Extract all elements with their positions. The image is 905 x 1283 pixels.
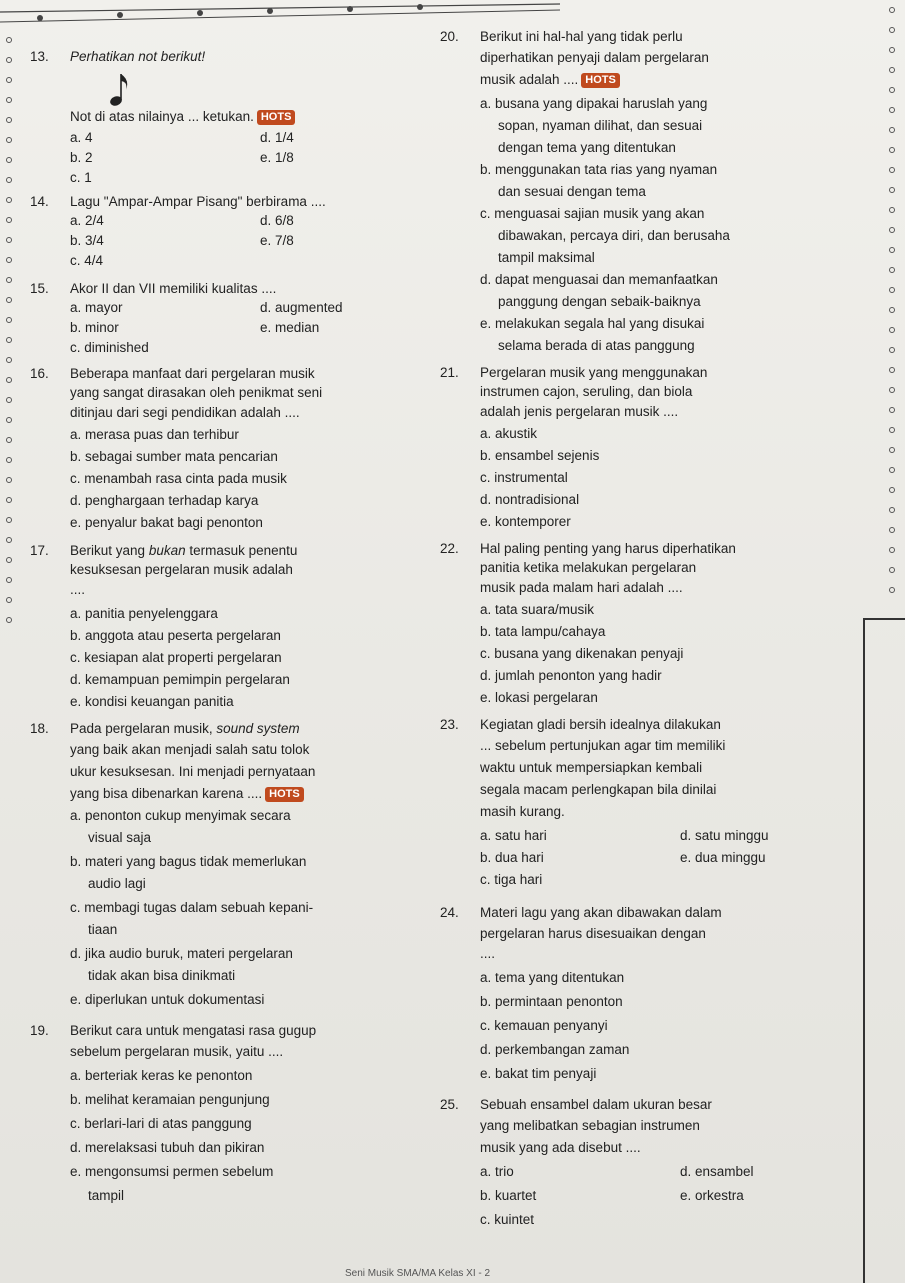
option-e[interactable]: e. melakukan segala hal yang disukai xyxy=(480,316,705,331)
question-text-line: ... sebelum pertunjukan agar tim memiliki xyxy=(480,738,726,753)
question-number: 25. xyxy=(440,1097,459,1112)
question-text: Sebuah ensambel dalam ukuran besar xyxy=(480,1097,712,1112)
option-e[interactable]: e. dua minggu xyxy=(680,850,766,865)
option-e[interactable]: e. bakat tim penyaji xyxy=(480,1066,597,1081)
option-a-cont[interactable]: sopan, nyaman dilihat, dan sesuai xyxy=(498,118,703,133)
option-b[interactable]: b. anggota atau peserta pergelaran xyxy=(70,628,281,643)
question-text-line: sebelum pergelaran musik, yaitu .... xyxy=(70,1044,284,1059)
option-d[interactable]: d. 6/8 xyxy=(260,213,294,228)
question-text-line: ukur kesuksesan. Ini menjadi pernyataan xyxy=(70,764,316,779)
question-number: 15. xyxy=(30,281,49,296)
option-b[interactable]: b. ensambel sejenis xyxy=(480,448,600,463)
page-footer: Seni Musik SMA/MA Kelas XI - 2 xyxy=(345,1268,491,1279)
option-d[interactable]: d. perkembangan zaman xyxy=(480,1042,630,1057)
option-e[interactable]: e. kondisi keuangan panitia xyxy=(70,694,234,709)
option-c[interactable]: c. menambah rasa cinta pada musik xyxy=(70,471,287,486)
option-b-cont[interactable]: audio lagi xyxy=(88,876,146,891)
option-c[interactable]: c. 1 xyxy=(70,170,92,185)
question-text-line: pergelaran harus disesuaikan dengan xyxy=(480,926,706,941)
option-b[interactable]: b. minor xyxy=(70,320,119,335)
option-e[interactable]: e. 1/8 xyxy=(260,150,294,165)
option-e[interactable]: e. median xyxy=(260,320,320,335)
option-b[interactable]: b. 3/4 xyxy=(70,233,104,248)
question-text-line: yang bisa dibenarkan karena .... xyxy=(70,786,263,801)
question-number: 16. xyxy=(30,366,49,381)
question-text-line: adalah jenis pergelaran musik .... xyxy=(480,404,679,419)
hots-badge: HOTS xyxy=(257,110,296,125)
question-number: 18. xyxy=(30,721,49,736)
question-number: 21. xyxy=(440,365,459,380)
question-text: Lagu "Ampar-Ampar Pisang" berbirama .... xyxy=(70,194,326,209)
option-c[interactable]: c. 4/4 xyxy=(70,253,104,268)
option-b[interactable]: b. 2 xyxy=(70,150,93,165)
option-a[interactable]: a. trio xyxy=(480,1164,514,1179)
option-b[interactable]: b. materi yang bagus tidak memerlukan xyxy=(70,854,307,869)
question-text-line: .... xyxy=(70,582,86,597)
option-d[interactable]: d. nontradisional xyxy=(480,492,580,507)
question-text-line: panitia ketika melakukan pergelaran xyxy=(480,560,697,575)
option-d[interactable]: d. satu minggu xyxy=(680,828,769,843)
option-a[interactable]: a. 2/4 xyxy=(70,213,104,228)
option-e[interactable]: e. kontemporer xyxy=(480,514,571,529)
option-c[interactable]: c. kesiapan alat properti pergelaran xyxy=(70,650,282,665)
option-a[interactable]: a. satu hari xyxy=(480,828,547,843)
question-text: Pada pergelaran musik, xyxy=(70,721,213,736)
question-text-line: musik yang ada disebut .... xyxy=(480,1140,641,1155)
option-c[interactable]: c. diminished xyxy=(70,340,149,355)
option-a[interactable]: a. berteriak keras ke penonton xyxy=(70,1068,253,1083)
question-number: 22. xyxy=(440,541,459,556)
question-text-line: yang melibatkan sebagian instrumen xyxy=(480,1118,700,1133)
question-text: Berikut ini hal-hal yang tidak perlu xyxy=(480,29,683,44)
option-c[interactable]: c. menguasai sajian musik yang akan xyxy=(480,206,705,221)
question-text: Beberapa manfaat dari pergelaran musik xyxy=(70,366,315,381)
question-number: 13. xyxy=(30,49,49,64)
question-emphasis: bukan xyxy=(148,543,186,558)
option-a-cont[interactable]: dengan tema yang ditentukan xyxy=(498,140,676,155)
question-text: Not di atas nilainya ... ketukan. xyxy=(70,109,254,124)
option-b-cont[interactable]: dan sesuai dengan tema xyxy=(498,184,646,199)
option-b[interactable]: b. dua hari xyxy=(480,850,544,865)
option-e[interactable]: e. diperlukan untuk dokumentasi xyxy=(70,992,265,1007)
question-text: Perhatikan not berikut! xyxy=(70,49,206,64)
eighth-note-icon xyxy=(110,72,132,108)
option-a[interactable]: a. akustik xyxy=(480,426,538,441)
question-number: 14. xyxy=(30,194,49,209)
question-text-line: yang baik akan menjadi salah satu tolok xyxy=(70,742,310,757)
question-text-line: waktu untuk mempersiapkan kembali xyxy=(480,760,703,775)
question-number: 17. xyxy=(30,543,49,558)
option-c-cont[interactable]: dibawakan, percaya diri, dan berusaha xyxy=(498,228,730,243)
option-d[interactable]: d. merelaksasi tubuh dan pikiran xyxy=(70,1140,265,1155)
option-a[interactable]: a. 4 xyxy=(70,130,93,145)
option-c[interactable]: c. berlari-lari di atas panggung xyxy=(70,1116,252,1131)
option-a[interactable]: a. panitia penyelenggara xyxy=(70,606,218,621)
question-13-prompt xyxy=(70,108,295,126)
question-text-line: musik adalah .... xyxy=(480,72,579,87)
question-emphasis: sound system xyxy=(216,721,300,736)
option-d[interactable]: d. jika audio buruk, materi pergelaran xyxy=(70,946,293,961)
option-d-cont[interactable]: panggung dengan sebaik-baiknya xyxy=(498,294,701,309)
option-d[interactable]: d. kemampuan pemimpin pergelaran xyxy=(70,672,290,687)
hots-badge: HOTS xyxy=(581,73,620,88)
question-text: Akor II dan VII memiliki kualitas .... xyxy=(70,281,277,296)
option-e[interactable]: e. lokasi pergelaran xyxy=(480,690,598,705)
option-a[interactable]: a. busana yang dipakai haruslah yang xyxy=(480,96,708,111)
option-d[interactable]: d. dapat menguasai dan memanfaatkan xyxy=(480,272,718,287)
option-a[interactable]: a. tema yang ditentukan xyxy=(480,970,625,985)
option-c-cont[interactable]: tampil maksimal xyxy=(498,250,595,265)
option-c[interactable]: c. membagi tugas dalam sebuah kepani- xyxy=(70,900,314,915)
option-b[interactable]: b. melihat keramaian pengunjung xyxy=(70,1092,270,1107)
option-b[interactable]: b. sebagai sumber mata pencarian xyxy=(70,449,278,464)
question-number: 23. xyxy=(440,717,459,732)
left-dot-border xyxy=(2,0,16,630)
option-c[interactable]: c. kemauan penyanyi xyxy=(480,1018,608,1033)
option-e[interactable]: e. mengonsumsi permen sebelum xyxy=(70,1164,274,1179)
question-text-line: musik pada malam hari adalah .... xyxy=(480,580,683,595)
option-e[interactable]: e. penyalur bakat bagi penonton xyxy=(70,515,263,530)
option-d[interactable]: d. jumlah penonton yang hadir xyxy=(480,668,662,683)
option-e[interactable]: e. orkestra xyxy=(680,1188,744,1203)
question-text: Berikut cara untuk mengatasi rasa gugup xyxy=(70,1023,317,1038)
option-d[interactable]: d. augmented xyxy=(260,300,343,315)
option-b[interactable]: b. kuartet xyxy=(480,1188,537,1203)
question-text-line: yang sangat dirasakan oleh penikmat seni xyxy=(70,385,323,400)
question-text-line: segala macam perlengkapan bila dinilai xyxy=(480,782,717,797)
option-a-cont[interactable]: visual saja xyxy=(88,830,152,845)
question-text: Kegiatan gladi bersih idealnya dilakukan xyxy=(480,717,721,732)
question-text-line: kesuksesan pergelaran musik adalah xyxy=(70,562,293,577)
question-text: Materi lagu yang akan dibawakan dalam xyxy=(480,905,722,920)
question-text-line: ditinjau dari segi pendidikan adalah .... xyxy=(70,405,300,420)
option-b[interactable]: b. menggunakan tata rias yang nyaman xyxy=(480,162,718,177)
option-c-cont[interactable]: tiaan xyxy=(88,922,118,937)
option-d[interactable]: d. ensambel xyxy=(680,1164,754,1179)
question-number: 24. xyxy=(440,905,459,920)
question-number: 19. xyxy=(30,1023,49,1038)
option-e-cont[interactable]: selama berada di atas panggung xyxy=(498,338,695,353)
question-text-line: diperhatikan penyaji dalam pergelaran xyxy=(480,50,709,65)
question-number: 20. xyxy=(440,29,459,44)
music-staff-decoration xyxy=(0,0,905,30)
option-a[interactable]: a. tata suara/musik xyxy=(480,602,595,617)
option-a[interactable]: a. penonton cukup menyimak secara xyxy=(70,808,291,823)
option-d[interactable]: d. penghargaan terhadap karya xyxy=(70,493,259,508)
option-b[interactable]: b. permintaan penonton xyxy=(480,994,623,1009)
question-text: Hal paling penting yang harus diperhatikan xyxy=(480,541,736,556)
question-text: termasuk penentu xyxy=(189,543,298,558)
option-c[interactable]: c. kuintet xyxy=(480,1212,535,1227)
option-c[interactable]: c. tiga hari xyxy=(480,872,543,887)
option-e[interactable]: e. 7/8 xyxy=(260,233,294,248)
question-text: Pergelaran musik yang menggunakan xyxy=(480,365,708,380)
option-e-cont[interactable]: tampil xyxy=(88,1188,125,1203)
question-text: Berikut yang xyxy=(70,543,146,558)
question-text-line: .... xyxy=(480,946,496,961)
option-c[interactable]: c. instrumental xyxy=(480,470,568,485)
question-text-line: masih kurang. xyxy=(480,804,565,819)
option-d[interactable]: d. 1/4 xyxy=(260,130,294,145)
hots-badge: HOTS xyxy=(265,787,304,802)
corner-border-side xyxy=(863,618,905,1283)
option-c[interactable]: c. busana yang dikenakan penyaji xyxy=(480,646,684,661)
option-d-cont[interactable]: tidak akan bisa dinikmati xyxy=(88,968,236,983)
option-a[interactable]: a. mayor xyxy=(70,300,123,315)
option-b[interactable]: b. tata lampu/cahaya xyxy=(480,624,606,639)
option-a[interactable]: a. merasa puas dan terhibur xyxy=(70,427,239,442)
right-dot-border xyxy=(885,0,899,600)
question-text-line: instrumen cajon, seruling, dan biola xyxy=(480,384,693,399)
